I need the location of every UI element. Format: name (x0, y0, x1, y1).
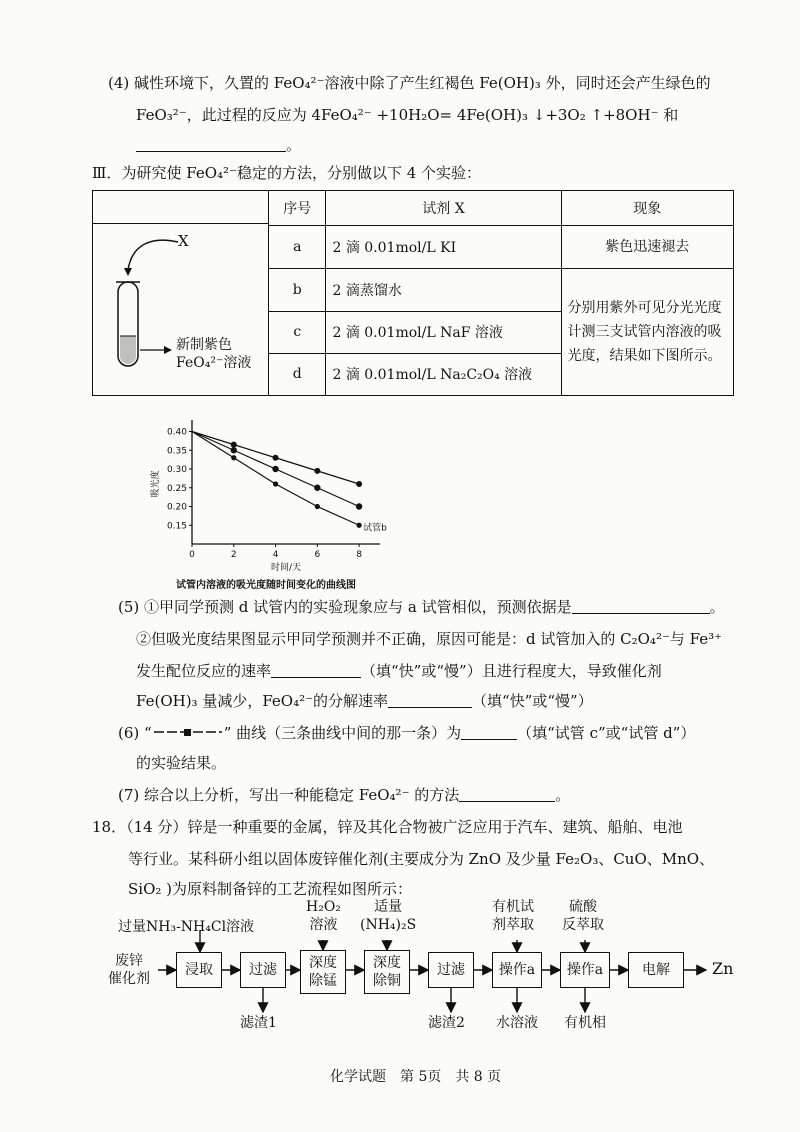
header-reagent: 试剂 X (326, 191, 561, 226)
series-3-point (315, 504, 320, 509)
q4-answer-line: 。 (136, 134, 301, 155)
series-2-point (231, 447, 237, 453)
reagent-sulfide-label: 适量 (NH₄)₂S (360, 899, 417, 933)
y-tick-label: 0.40 (166, 427, 187, 438)
reagent-leach-label: 过量NH₃-NH₄Cl溶液 (118, 919, 255, 935)
chart-title: 试管内溶液的吸光度随时间变化的曲线图 (176, 580, 356, 591)
q4-line1: (4) 碱性环境下，久置的 FeO₄²⁻溶液中除了产生红褐色 Fe(OH)₃ 外，同时还会产生绿色的 (108, 74, 711, 92)
series-1-point (314, 468, 320, 474)
y-axis-label: 吸光度 (151, 470, 161, 498)
q5-line4: Fe(OH)₃ 量减少，FeO₄²⁻的分解速率 （填“快”或“慢”） (136, 692, 593, 710)
x-axis-label: 时间/天 (270, 563, 302, 573)
experiment-table (268, 190, 734, 396)
table-row (269, 269, 734, 311)
step-remove-mn: 深度 除锰 (300, 950, 346, 994)
tube-label-line1: 新制紫色 (176, 337, 232, 353)
step-leach: 浸取 (176, 952, 222, 988)
q4-answer-blank[interactable] (136, 137, 286, 152)
row-id: a (269, 226, 326, 269)
reagent-extract-label: 有机试 剂萃取 (492, 899, 534, 933)
y-tick-label: 0.30 (166, 465, 187, 475)
q6-line1: (6) “ ” 曲线（三条曲线中间的那一条）为 （填“试管 c”或“试管 d”） (118, 724, 696, 742)
q5-line3: 发生配位反应的速率 （填“快”或“慢”）且进行程度大，导致催化剂 (136, 662, 662, 680)
step-filter-2: 过滤 (428, 952, 474, 988)
q18-line1: 18．（14 分）锌是一种重要的金属，锌及其化合物被广泛应用于汽车、建筑、船舶、电池 (92, 818, 683, 836)
aqueous-phase-label: 水溶液 (496, 1015, 538, 1031)
row-reagent: 2 滴 0.01mol/L Na₂C₂O₄ 溶液 (326, 353, 561, 395)
x-tick-label: 6 (314, 550, 321, 560)
table-header-row (269, 191, 734, 226)
row-id: b (269, 269, 326, 311)
series-2-point (356, 503, 362, 509)
q7-blank[interactable] (459, 787, 555, 802)
reagent-backextract-label: 硫酸 反萃取 (562, 899, 604, 933)
q5-line2: ②但吸光度结果图显示甲同学预测并不正确，原因可能是：d 试管加入的 C₂O₄²⁻与 Fe³⁺ (136, 630, 723, 648)
series-line-3 (192, 432, 359, 526)
organic-phase-label: 有机相 (564, 1015, 606, 1031)
phenomenon-a: 紫色迅速褪去 (561, 226, 734, 269)
q6-blank[interactable] (461, 725, 517, 740)
y-tick-label: 0.15 (166, 521, 187, 532)
y-tick-label: 0.20 (166, 502, 187, 513)
q5-blank-3[interactable] (388, 693, 472, 708)
y-tick-label: 0.35 (166, 446, 187, 457)
product-zn: Zn (712, 959, 734, 978)
row-reagent: 2 滴 0.01mol/L NaF 溶液 (326, 311, 561, 353)
q5-blank-1[interactable] (572, 599, 710, 614)
x-tick-label: 8 (356, 550, 362, 560)
series-2-point (272, 466, 278, 472)
step-electrolysis: 电解 (628, 952, 684, 988)
row-id: d (269, 353, 326, 395)
series-2-point (314, 485, 320, 491)
phenomenon-bcd: 分别用紫外可见分光光度计测三支试管内溶液的吸光度，结果如下图所示。 (561, 269, 734, 396)
residue-2-label: 滤渣2 (428, 1015, 465, 1031)
series-1-point (273, 455, 279, 461)
dashed-square-legend-icon (152, 726, 224, 738)
step-operation-a-2: 操作a (560, 952, 610, 988)
section3-intro: Ⅲ．为研究使 FeO₄²⁻稳定的方法，分别做以下 4 个实验： (92, 164, 482, 182)
tube-label-x: X (178, 232, 189, 250)
header-index: 序号 (269, 191, 326, 226)
q18-line2: 等行业。某科研小组以固体废锌催化剂(主要成分为 ZnO 及少量 Fe₂O₃、CuO、MnO、 (128, 850, 715, 868)
x-tick-label: 2 (230, 550, 237, 560)
y-tick-label: 0.25 (166, 483, 187, 494)
header-blank-cell (92, 190, 268, 224)
series-3-point (231, 455, 236, 460)
q5-blank-2[interactable] (271, 663, 361, 678)
q7-line: (7) 综合以上分析，写出一种能稳定 FeO₄²⁻ 的方法 。 (118, 786, 571, 804)
x-tick-label: 4 (272, 550, 279, 560)
row-reagent: 2 滴蒸馏水 (326, 269, 561, 311)
x-tick-label: 0 (189, 550, 195, 560)
series-1-point (231, 442, 237, 448)
q18-line3: SiO₂ )为原料制备锌的工艺流程如图所示： (128, 880, 413, 898)
feed-label: 废锌 催化剂 (108, 953, 150, 987)
step-operation-a-1: 操作a (492, 952, 542, 988)
step-filter-1: 过滤 (240, 952, 286, 988)
row-reagent: 2 滴 0.01mol/L KI (326, 226, 561, 269)
table-row (269, 226, 734, 269)
q5-line1: (5) ①甲同学预测 d 试管内的实验现象应与 a 试管相似，预测依据是 。 (118, 598, 725, 616)
tube-label-line2: FeO₄²⁻溶液 (176, 355, 252, 371)
page-footer: 化学试题 第 5页 共 8 页 (330, 1069, 502, 1085)
header-phenomenon: 现象 (561, 191, 734, 226)
q6-line2: 的实验结果。 (136, 754, 227, 772)
step-remove-cu: 深度 除铜 (364, 950, 410, 994)
reagent-h2o2-label: H₂O₂ 溶液 (306, 899, 341, 933)
series-3-point (357, 523, 362, 528)
series-1-point (356, 481, 362, 487)
row-id: c (269, 311, 326, 353)
series-annotation: 试管b (363, 523, 387, 534)
series-3-point (273, 481, 278, 486)
absorbance-chart (140, 414, 400, 596)
q4-line2: FeO₃²⁻，此过程的反应为 4FeO₄²⁻ +10H₂O= 4Fe(OH)₃ ↓+3O₂ ↑+8OH⁻ 和 (136, 106, 679, 124)
residue-1-label: 滤渣1 (240, 1015, 277, 1031)
